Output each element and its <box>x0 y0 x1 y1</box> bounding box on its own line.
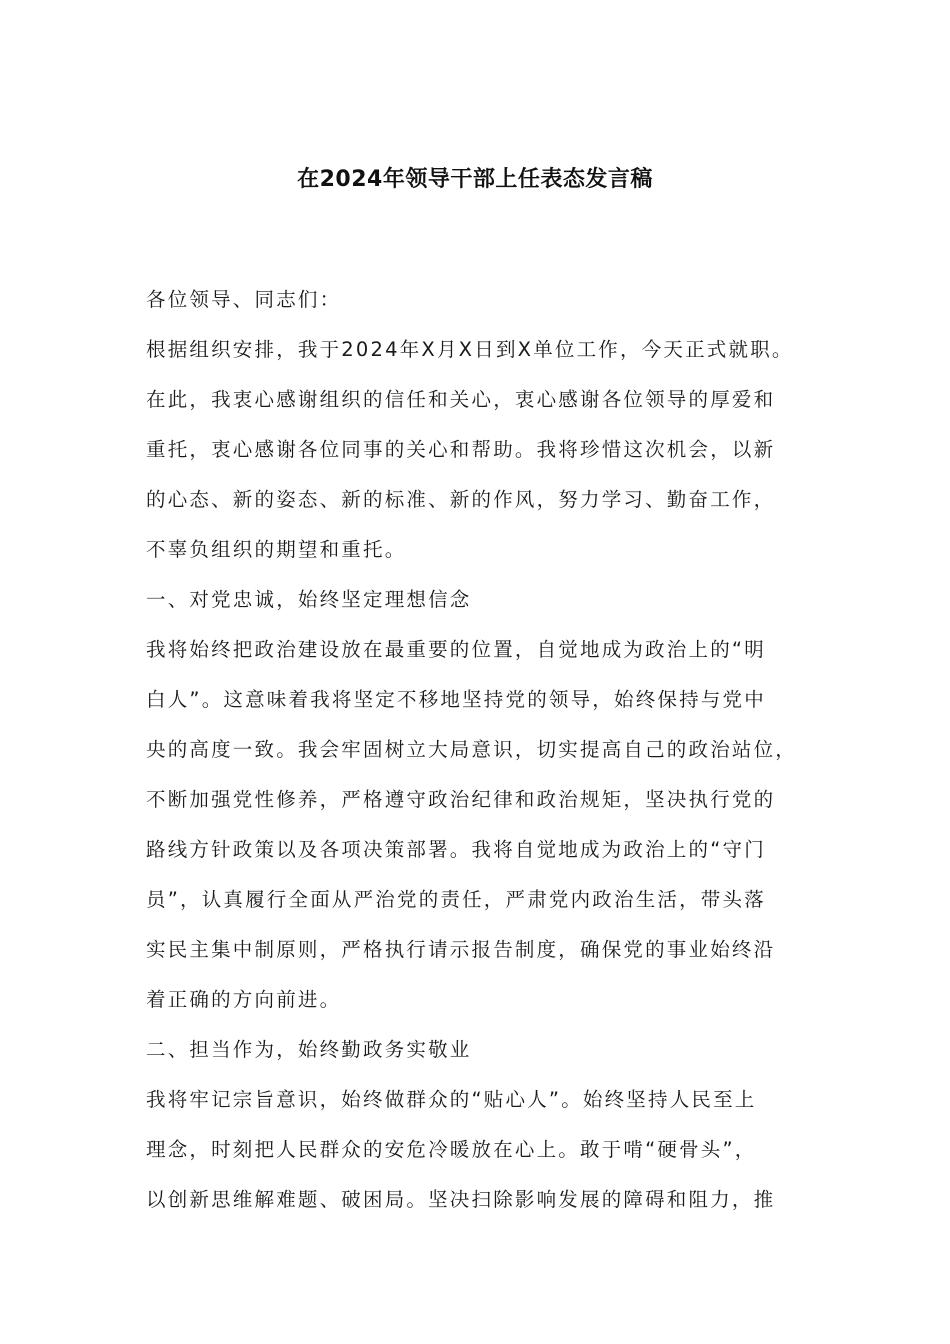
paragraph-line: 理念，时刻把人民群众的安危冷暖放在心上。敢于啃“硬骨头”， <box>146 1138 757 1161</box>
paragraph-line: 不辜负组织的期望和重托。 <box>146 538 407 561</box>
paragraph-line: 路线方针政策以及各项决策部署。我将自觉地成为政治上的“守门 <box>146 838 766 861</box>
paragraph-line: 白人”。这意味着我将坚定不移地坚持党的领导，始终保持与党中 <box>146 688 766 711</box>
salutation: 各位领导、同志们： <box>146 288 342 311</box>
document-title: 在2024年领导干部上任表态发言稿 <box>297 167 653 192</box>
paragraph-line: 央的高度一致。我会牢固树立大局意识，切实提高自己的政治站位， <box>146 738 798 761</box>
paragraph-line: 根据组织安排，我于2024年X月X日到X单位工作，今天正式就职。 <box>146 338 794 361</box>
paragraph-line: 不断加强党性修养，严格遵守政治纪律和政治规矩，坚决执行党的 <box>146 788 776 811</box>
document-body <box>146 285 836 1235</box>
section-heading: 二、担当作为，始终勤政务实敬业 <box>146 1038 472 1061</box>
paragraph-line: 员”，认真履行全面从严治党的责任，严肃党内政治生活，带头落 <box>146 888 766 911</box>
paragraph-line: 重托，衷心感谢各位同事的关心和帮助。我将珍惜这次机会，以新 <box>146 438 776 461</box>
paragraph-line: 在此，我衷心感谢组织的信任和关心，衷心感谢各位领导的厚爱和 <box>146 388 776 411</box>
paragraph-line: 着正确的方向前进。 <box>146 988 342 1011</box>
paragraph-line: 我将牢记宗旨意识，始终做群众的“贴心人”。始终坚持人民至上 <box>146 1088 757 1111</box>
paragraph-line: 的心态、新的姿态、新的标准、新的作风，努力学习、勤奋工作， <box>146 488 776 511</box>
paragraph-line: 我将始终把政治建设放在最重要的位置，自觉地成为政治上的“明 <box>146 638 766 661</box>
paragraph-line: 以创新思维解难题、破困局。坚决扫除影响发展的障碍和阻力，推 <box>146 1188 776 1211</box>
section-heading: 一、对党忠诚，始终坚定理想信念 <box>146 588 472 611</box>
paragraph-line: 实民主集中制原则，严格执行请示报告制度，确保党的事业始终沿 <box>146 938 776 961</box>
